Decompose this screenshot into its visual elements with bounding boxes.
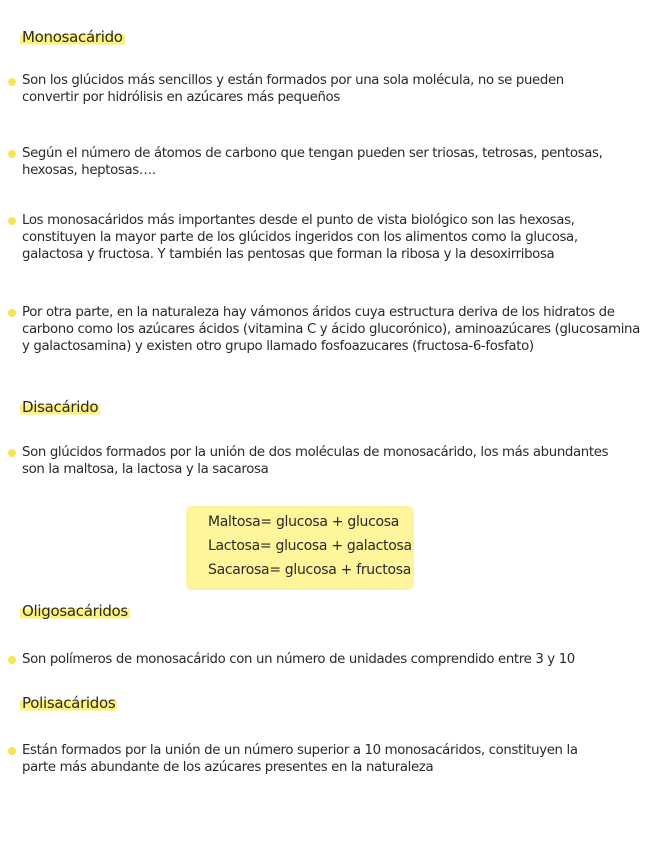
bullet-dot [8,150,16,158]
heading-polisacaridos-text: Polisacáridos [22,694,116,712]
heading-monosacarido [20,28,125,46]
heading-oligosacaridos [20,602,130,620]
heading-polisacaridos [20,694,117,712]
heading-disacarido-text: Disacárido [22,398,99,416]
box-line-sacarosa: Sacarosa= glucosa + fructosa [208,562,412,578]
bullet-monosacarido-4: Por otra parte, en la naturaleza hay vámonos áridos cuya estructura deriva de los hidratos de carbono como los azúcares ácidos (vitamina C y ácido glucorónico), aminoazúcares (glucosamina y galactosamina) y existen otro grupo llamado fosfoazucares (fructosa-6-fosfato) [22,305,640,354]
bullet-disacarido-1: Son glúcidos formados por la unión de dos moléculas de monosacárido, los más abundantes son la maltosa, la lactosa y la sacarosa [22,445,609,477]
bullet-oligosacaridos-1: Son polímeros de monosacárido con un número de unidades comprendido entre 3 y 10 [22,652,575,667]
heading-monosacarido-text: Monosacárido [22,28,123,46]
box-line-maltosa: Maltosa= glucosa + glucosa [208,514,400,530]
bullet-dot [8,656,16,664]
box-line-lactosa: Lactosa= glucosa + galactosa [208,538,412,554]
bullet-monosacarido-1: Son los glúcidos más sencillos y están formados por una sola molécula, no se pueden convertir por hidrólisis en azúcares más pequeños [22,73,564,105]
bullet-dot [8,78,16,86]
bullet-monosacarido-3: Los monosacáridos más importantes desde el punto de vista biológico son las hexosas, constituyen la mayor parte de los glúcidos ingeridos con los alimentos como la glucosa, galactosa y fructosa. Y también las pentosas que forman la ribosa y la desoxirribosa [22,213,578,262]
bullet-dot [8,217,16,225]
bullet-polisacaridos-1: Están formados por la unión de un número superior a 10 monosacáridos, constituyen la parte más abundante de los azúcares presentes en la naturaleza [22,743,578,775]
bullet-dot [8,449,16,457]
bullet-dot [8,747,16,755]
heading-oligosacaridos-text: Oligosacáridos [22,602,128,620]
heading-disacarido [20,398,100,416]
bullet-dot [8,309,16,317]
disacarido-examples-box [188,508,412,588]
bullet-monosacarido-2: Según el número de átomos de carbono que tengan pueden ser triosas, tetrosas, pentosas, hexosas, heptosas…. [22,146,603,178]
